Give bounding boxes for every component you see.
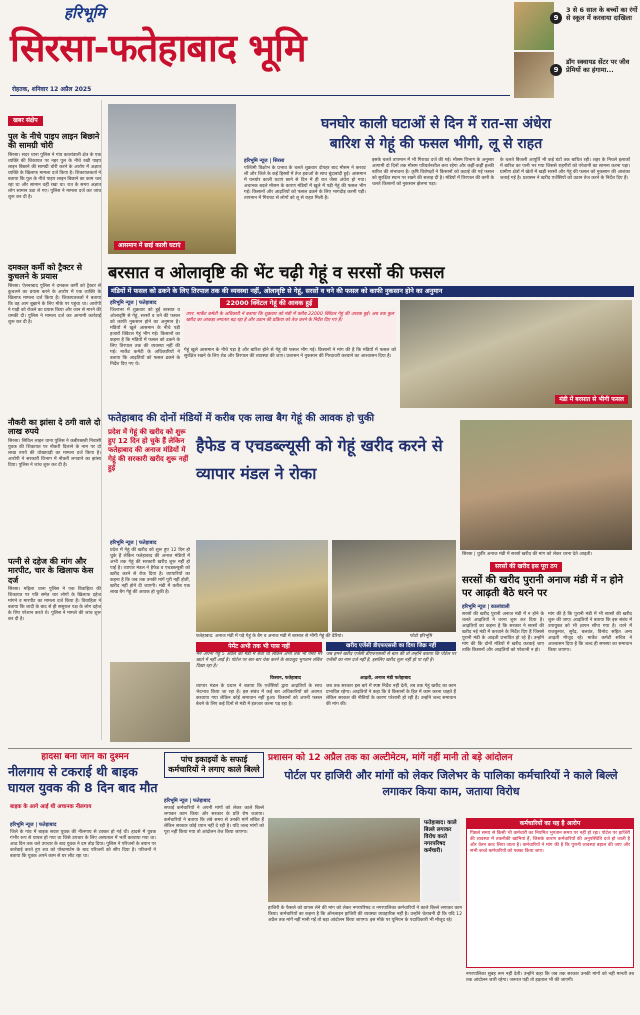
story3-side-note: प्रदेश में गेहूं की खरीद को शुरू हुए 12 दिन हो चुके हैं लेकिन फतेहाबाद की अनाज मंडियों में गेहूं की सरकारी खरीद शुरू नहीं हुई <box>108 428 189 472</box>
story3-box2-name: आढ़ती, अनाज मंडी फतेहाबाद <box>360 676 411 681</box>
story4-body: सरसों की खरीद पुरानी अनाज मंडी में न होने के चलते आढ़तियों ने धरना शुरू कर दिया है। आढ़तियों का कहना है कि सरकार ने सरसों की खरीद नई मंडी में करवाने के निर्देश दिए हैं जिससे पुरानी मंडी के आढ़ती प्रभावित हो रहे हैं। उन्होंने मांग की कि दोनों मंडियों में खरीद करवाई जाए ताकि किसानों और आढ़तियों को परेशानी न हो। <box>462 612 546 653</box>
story3-box1-body: मैंने अपना गेहूं 5 अप्रैल को मंडी में बेचा था लेकिन अभी तक भी पेमेंट मेरे खाते में नहीं आई है। पोर्टल पर बार-बार चेक करने के बावजूद भुगतान लंबित दिखा रहा है। <box>196 652 324 669</box>
story3-sidebar-photo <box>110 662 190 742</box>
story3-photo-credit: फोटो हरिभूमि <box>410 634 433 639</box>
lead-headline-line1[interactable]: घनघोर काली घटाओं से दिन में रात-सा अंधेरा <box>320 116 552 132</box>
story4-byline: हरिभूमि न्यूज | कालांवाली <box>462 604 510 610</box>
story3-headline[interactable]: हैफेड व एचडब्ल्यूसी को गेहूं खरीद करने से व्यापार मंडल ने रोका <box>196 436 443 483</box>
brief-title[interactable]: पत्नी से दहेज की मांग और मारपीट, चार के खिलाफ केस दर्ज <box>8 556 94 585</box>
brief-title[interactable]: दमकल कर्मी को ट्रैक्टर से कुचलने के प्रयास <box>8 262 83 281</box>
story4-photo-caption: सिरसा | धुर्वीर अनाज मंडी में सरसों खरीद की मांग को लेकर धरना देते आढ़ती। <box>462 552 593 557</box>
teaser-panel <box>512 0 640 100</box>
story6-headline[interactable]: पांच इकाइयों के सफाई कर्मचारियों ने लगाए काले बिल्ले <box>164 752 264 778</box>
story7-box-body: पिछले समय से किसी भी कर्मचारी का नियमित भुगतान समय पर नहीं हो रहा। पोर्टल पर हाजिरी की व्यवस्था में तकनीकी खामियां हैं, जिसके कारण कर्मचारियों की अनुपस्थिति दर्ज हो जाती है और वेतन काट लिया जाता है। कर्मचारियों ने मांग की है कि पुरानी व्यवस्था बहाल की जाए और सभी कच्चे कर्मचारियों को पक्का किया जाए। <box>470 830 632 854</box>
teaser-link[interactable]: 3 से 6 साल के बच्चों का रंगों से स्कूल में करवाया दाखिला <box>566 6 638 22</box>
story5-headline[interactable]: नीलगाय से टकराई थी बाइक घायल युवक की 8 दिन बाद मौत <box>8 764 158 795</box>
brand-logo: हरिभूमि <box>64 4 106 22</box>
story5-byline: हरिभूमि न्यूज | फतेहाबाद <box>10 822 57 828</box>
story7-photo <box>268 818 420 902</box>
story2-photo-caption: मंडी में बरसात से भीगी फसल <box>555 395 628 405</box>
story3-kicker: फतेहाबाद की दोनों मंडियों में करीब एक लाख बैग गेहूं की आवक हो चुकी <box>108 413 375 424</box>
brief-title[interactable]: नौकरी का झांसा दे ठगी वाले दो लाख रुपये <box>8 417 101 436</box>
story5-body: जिले के गांव में बाइक सवार युवक की नीलगाय से टक्कर हो गई थी। हादसे में युवक गंभीर रूप से घायल हो गया था जिसे उपचार के लिए अस्पताल में भर्ती करवाया गया था। आठ दिन तक चले उपचार के बाद युवक ने दम तोड़ दिया। पुलिस ने परिजनों के बयान पर कार्रवाई करते हुए शव को पोस्टमार्टम के बाद परिजनों को सौंप दिया है। परिजनों ने बताया कि युवक अपने काम से घर लौट रहा था। <box>10 830 158 859</box>
story5-kicker: हादसा बना जान का दुश्मन <box>41 752 129 762</box>
story2-subhead: मंडियों में फसल को ढकने के लिए तिरपाल तक की व्यवस्था नहीं, ओलावृष्टि से गेहूं, सरसों व चने की फसल को काफी नुकसान होने का अनुमान <box>108 286 634 297</box>
lead-photo <box>108 104 236 254</box>
brief-body: सिरसा। ऐलनाबाद पुलिस ने दमकल कर्मी को ट्रैक्टर से कुचलने का प्रयास करने के आरोप में एक व्यक्ति के खिलाफ मामला दर्ज किया है। शिकायतकर्ता ने बताया कि वह आग बुझाने के लिए मौके पर पहुंचा था। आरोपी ने गाड़ी को रोकने का प्रयास किया और जान से मारने की धमकी दी। पुलिस ने मामला दर्ज कर आगामी कार्रवाई शुरू कर दी है। <box>8 283 103 325</box>
brief-title[interactable]: पुल के नीचे पाइप लाइन बिछाने की सामग्री चोरी <box>8 131 100 150</box>
story3-photo-right <box>332 540 456 632</box>
story2-body: जिलाभर में शुक्रवार को हुई बरसात व ओलावृष्टि से गेहूं, सरसों व चने की फसल को काफी नुकसान होने का अनुमान है। मंडियों में खुले आसमान के नीचे पड़ी हजारों क्विंटल गेहूं भीग गई। किसानों का कहना है कि मंडियों में फसल को ढकने के लिए तिरपाल तक की व्यवस्था नहीं की गई। मार्केट कमेटी के अधिकारियों ने बताया कि आढ़तियों को फसल ढकने के निर्देश दिए गए थे। <box>110 308 182 367</box>
story5-bullet: बाइक के आगे आई थी अचानक नीलगाय <box>10 804 92 810</box>
story4-photo <box>460 420 632 550</box>
lead-headline-line2[interactable]: बारिश से गेहूं की फसल भीगी, लू से राहत <box>329 136 543 152</box>
story3-box1-name: किसान, फतेहाबाद <box>270 676 301 681</box>
story3-photo-caption: फतेहाबाद: अनाज मंडी में पड़े गेहूं के बैग व अनाज मंडी में बरसात से भीगी गेहूं की ढेरियां। <box>196 634 344 639</box>
story3-byline: हरिभूमि न्यूज | फतेहाबाद <box>110 540 157 546</box>
brief-body: सिरसा। सदर थाना पुलिस ने गांव कालांवाली क्षेत्र के एक व्यक्ति की शिकायत पर नहर पुल के नीचे रखी पाइप लाइन बिछाने की सामग्री चोरी करने के आरोप में अज्ञात व्यक्ति के खिलाफ मामला दर्ज किया है। शिकायतकर्ता ने बताया कि पुल के नीचे पाइप लाइन बिछाने का काम चल रहा था और सामान वहीं रखा था। रात के समय अज्ञात लोग सामान उठा ले गए। पुलिस ने मामला दर्ज कर जांच शुरू कर दी है। <box>8 152 103 200</box>
story3-photo-left <box>196 540 328 632</box>
sidebar-label: खबर संक्षेप <box>8 116 43 126</box>
lead-body: इसके चलते तापमान में भी गिरावट दर्ज की गई। मौसम विभाग के अनुसार आगामी दो दिनों तक मौसम परिवर्तनशील बना रहेगा और कहीं-कहीं हल्की बारिश की संभावना है। कृषि विशेषज्ञों ने किसानों को कटाई की गई फसल को सुरक्षित स्थान पर रखने की सलाह दी है। मंडियों में तिरपाल की कमी के चलते किसानों को नुकसान झेलना पड़ा। <box>372 158 496 187</box>
masthead <box>0 0 510 96</box>
story2-body: गेहूं खुले आसमान के नीचे पड़ा है और बारिश होने से गेहूं की फसल भीग गई। किसानों ने मांग की है कि मंडियों में फसल को सुरक्षित रखने के लिए शेड और तिरपाल की व्यवस्था की जाए। प्रशासन ने नुकसान की गिरदावरी करवाने का आश्वासन दिया है। <box>184 348 398 359</box>
story2-callout: 22000 क्विंटल गेहूं की आवक हुई <box>220 298 318 308</box>
brief-body: सिरसा। महिला थाना पुलिस ने एक विवाहिता की शिकायत पर पति समेत चार लोगों के खिलाफ दहेज मांगने व मारपीट का मामला दर्ज किया है। विवाहिता ने बताया कि शादी के बाद से ही ससुराल पक्ष के लोग दहेज के लिए परेशान करते थे। पुलिस ने मामले की जांच शुरू कर दी है। <box>8 587 103 622</box>
lead-photo-caption: आसमान में छाई काली घटाएं <box>114 241 185 251</box>
teaser-num: 9 <box>550 12 562 24</box>
story2-photo <box>400 300 632 408</box>
lead-byline: हरिभूमि न्यूज | सिरसा <box>244 158 285 164</box>
story7-headline[interactable]: पोर्टल पर हाजिरी और मांगों को लेकर जिलेभर के पालिका कर्मचारियों ने काले बिल्ले लगाकर किया काम, जताया विरोध <box>284 769 618 798</box>
story6-body: सफाई कर्मचारियों ने अपनी मांगों को लेकर काले बिल्ले लगाकर काम किया और सरकार के प्रति रोष जताया। कर्मचारियों ने बताया कि लंबे समय से उनकी मांगें लंबित हैं लेकिन सरकार कोई ध्यान नहीं दे रही है। यदि जल्द मांगों को पूरा नहीं किया गया तो आंदोलन तेज किया जाएगा। <box>164 806 266 835</box>
dateline: रोहतक, शनिवार 12 अप्रैल 2025 <box>12 86 92 93</box>
story3-box2-title: खरीद एजेंसी डीएफएससी का दिया जिक्र नहीं <box>326 642 456 651</box>
story6-byline: हरिभूमि न्यूज | फतेहाबाद <box>164 798 211 804</box>
story7-body: हाजिरी के फैसले को वापस लेने की मांग को लेकर नगरपरिषद व नगरपालिका कर्मचारियों ने काले बिल्ले लगाकर काम किया। कर्मचारियों का कहना है कि ऑनलाइन हाजिरी की व्यवस्था व्यवहारिक नहीं है। उन्होंने चेतावनी दी कि यदि 12 अप्रैल तक मांगें नहीं मानी गईं तो बड़ा आंदोलन किया जाएगा। इस मौके पर यूनियन के पदाधिकारी भी मौजूद रहे। <box>268 906 464 923</box>
teaser-link[interactable]: डॉग स्क्वायड सेंटर पर जीव प्रेमियों का हंगामा... <box>566 58 630 74</box>
story4-tag: सरसों की खरीद इस पूरा ठप <box>490 562 562 572</box>
sidebar <box>8 100 102 740</box>
story3-body: प्रदेश में गेहूं की खरीद को शुरू हुए 12 दिन हो चुके हैं लेकिन फतेहाबाद की अनाज मंडियों में अभी तक गेहूं की सरकारी खरीद शुरू नहीं हो पाई है। व्यापार मंडल ने हैफेड व एचडब्ल्यूसी को खरीद करने से रोक दिया है। व्यापारियों का कहना है कि जब तक उनकी मांगें पूरी नहीं होतीं, खरीद नहीं होने दी जाएगी। मंडी में करीब एक लाख बैग गेहूं की आवक हो चुकी है। <box>110 548 192 595</box>
story7-body: नगरपालिका सुबह रूम नहीं देती। उन्होंने कहा कि जब तक सरकार उनकी मांगों को नहीं मानती तब तक आंदोलन जारी रहेगा। जरूरत पड़ी तो हड़ताल भी की जाएगी। <box>466 972 636 983</box>
lead-body: पश्चिमी विक्षोभ के प्रभाव के चलते शुक्रवार दोपहर बाद मौसम ने करवट ली और जिले के कई हिस्सों में तेज हवाओं के साथ बूंदाबांदी हुई। आसमान में घनघोर काली घटाएं छाने से दिन में ही रात जैसा अंधेरा हो गया। अचानक बदले मौसम के कारण मंडियों में खुले में पड़ी गेहूं की फसल भीग गई। किसानों और आढ़तियों को फसल ढकने के लिए भागदौड़ करनी पड़ी। तापमान में गिरावट से लोगों को लू से राहत मिली है। <box>244 166 368 201</box>
lead-headline <box>240 114 632 154</box>
teaser-photo <box>514 2 554 50</box>
story4-body: मांग की है कि पुरानी मंडी में भी सरसों की खरीद शुरू की जाए। आढ़तियों ने बताया कि इस संबंध में उपायुक्त को भी ज्ञापन सौंपा गया है। धरने में राजकुमार, सुरेंद्र, बलवंत, विनोद सहित अन्य आढ़ती मौजूद रहे। मार्केट कमेटी सचिव ने आश्वासन दिया है कि जल्द ही समस्या का समाधान किया जाएगा। <box>548 612 634 653</box>
story2-byline: हरिभूमि न्यूज | फतेहाबाद <box>110 300 157 306</box>
story2-quote: उपर: मार्केट कमेटी के अधिकारी ने बताया कि शुक्रवार को मंडी में करीब 22000 क्विंटल गेहूं की आवक हुई। अब तक कुल खरीद का आंकड़ा लगातार बढ़ रहा है और उठान की प्रक्रिया को तेज करने के निर्देश दिए गए हैं। <box>184 310 396 344</box>
story7-box <box>466 818 634 968</box>
masthead-divider <box>10 95 510 96</box>
story3-box1-title: पेमेंट अभी तक भी पास नहीं <box>196 642 322 652</box>
story7-box-title: कर्मचारियों का यह है आरोप <box>467 819 633 829</box>
lead-body: के चलते बिजली आपूर्ति भी कई घंटों तक बाधित रही। शहर के निचले इलाकों में बारिश का पानी भर गया जिससे राहगीरों को परेशानी का सामना करना पड़ा। ग्रामीण क्षेत्रों में खेतों में खड़ी सरसों और गेहूं की फसल को नुकसान की आशंका जताई गई है। प्रशासन ने खरीद एजेंसियों को उठान तेज करने के निर्देश दिए हैं। <box>500 158 632 181</box>
story3-body: व्यापार मंडल के प्रधान ने बताया कि एजेंसियों द्वारा आढ़तियों के साथ भेदभाव किया जा रहा है। इस संबंध में कई बार अधिकारियों को अवगत करवाया गया लेकिन कोई समाधान नहीं हुआ। किसानों को अपनी फसल बेचने के लिए कई दिनों से मंडी में इंतजार करना पड़ रहा है। <box>196 684 324 707</box>
page-title: सिरसा-फतेहाबाद भूमि <box>10 26 306 70</box>
story7-kicker: प्रशासन को 12 अप्रैल तक का अल्टीमेटम, मांगें नहीं मानी तो बड़े आंदोलन <box>268 753 513 763</box>
story3-box2-body: जब हमने खरीद एजेंसी डीएफएससी से बात की तो उन्होंने बताया कि पोर्टल पर एजेंसी का नाम दर्ज नहीं है, इसलिए खरीद शुरू नहीं हो पा रही है। <box>326 652 458 663</box>
story4-headline[interactable]: सरसों की खरीद पुरानी अनाज मंडी में न होने पर आढ़ती बैठे धरने पर <box>462 575 624 599</box>
story2-headline[interactable]: बरसात व ओलावृष्टि की भेंट चढ़ी गेहूं व सरसों की फसल <box>108 263 445 282</box>
brief-body: सिरसा। सिविल लाइन थाना पुलिस ने कबीरबस्ती निवासी युवक की शिकायत पर नौकरी दिलाने के नाम पर दो लाख रुपये की धोखाधड़ी का मामला दर्ज किया है। आरोपी ने सरकारी विभाग में नौकरी लगवाने का झांसा दिया। पुलिस ने जांच शुरू कर दी है। <box>8 438 103 468</box>
teaser-num: 9 <box>550 64 562 76</box>
story7-photo-label: फतेहाबाद। काले बिल्ले लगाकर विरोध करते नगरपरिषद कर्मचारी। <box>422 818 460 902</box>
section-divider <box>8 748 632 749</box>
story3-body: जब तक सरकार इस बारे में स्पष्ट निर्देश नहीं देती, तब तक गेहूं खरीद का काम प्रभावित रहेगा। आढ़तियों ने कहा कि वे किसानों के हित में काम करना चाहते हैं लेकिन सरकार की नीतियों के कारण परेशानी हो रही है। उन्होंने जल्द समाधान की मांग की। <box>326 684 458 707</box>
teaser-photo <box>514 52 554 98</box>
